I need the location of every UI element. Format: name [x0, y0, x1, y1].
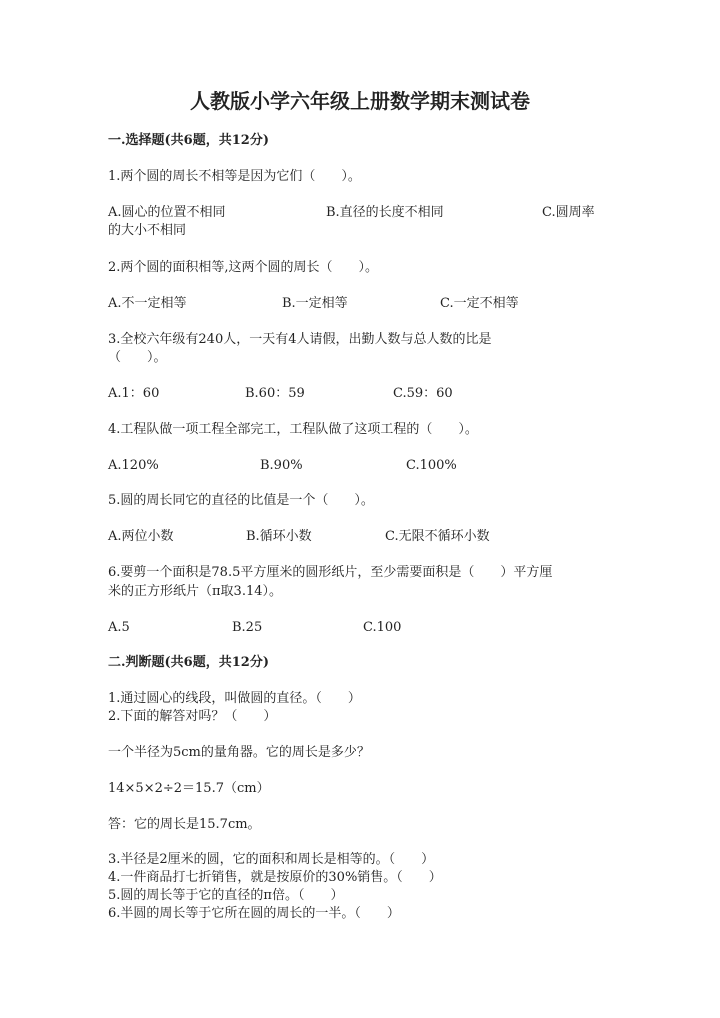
option-b: B.60：59 [245, 386, 305, 401]
question-judgment-6: 6.半圆的周长等于它所在圆的周长的一半。（ ） [108, 906, 400, 921]
option-b: B.直径的长度不相同 [326, 205, 444, 220]
option-c: C.一定不相等 [440, 296, 519, 311]
option-a: A.1：60 [108, 386, 160, 401]
question-stem-continued: （ ）。 [108, 350, 167, 365]
option-c: C.圆周率 [542, 205, 595, 220]
section-heading-judgment: 二.判断题(共6题，共12分) [108, 655, 269, 670]
option-a: A.120% [108, 458, 159, 473]
question-stem: 4.工程队做一项工程全部完工，工程队做了这项工程的（ ）。 [108, 422, 478, 437]
question-stem: 1.两个圆的周长不相等是因为它们（ ）。 [108, 169, 361, 184]
option-c: C.59：60 [393, 386, 453, 401]
option-b: B.循环小数 [246, 529, 312, 544]
option-a: A.5 [108, 620, 130, 635]
question-judgment-2-answer: 答：它的周长是15.7cm。 [108, 817, 261, 832]
section-heading-choice: 一.选择题(共6题，共12分) [108, 133, 269, 148]
option-a: A.不一定相等 [108, 296, 187, 311]
question-judgment-5: 5.圆的周长等于它的直径的π倍。（ ） [108, 888, 344, 903]
question-judgment-1: 1.通过圆心的线段，叫做圆的直径。（ ） [108, 691, 361, 706]
question-judgment-2-work: 14×5×2÷2＝15.7（cm） [108, 781, 270, 796]
option-b: B.90% [260, 458, 303, 473]
option-c: C.100 [363, 620, 402, 635]
question-stem: 2.两个圆的面积相等,这两个圆的周长（ ）。 [108, 260, 379, 275]
question-stem-continued: 米的正方形纸片（π取3.14）。 [108, 584, 282, 599]
option-a: A.圆心的位置不相同 [108, 205, 226, 220]
question-judgment-2-problem: 一个半径为5cm的量角器。它的周长是多少？ [108, 745, 370, 760]
question-judgment-4: 4.一件商品打七折销售，就是按原价的30%销售。（ ） [108, 870, 442, 885]
option-a: A.两位小数 [108, 529, 174, 544]
question-judgment-2: 2.下面的解答对吗？（ ） [108, 709, 277, 724]
option-c: C.100% [406, 458, 457, 473]
option-c-continued: 的大小不相同 [108, 223, 187, 238]
question-stem: 6.要剪一个面积是78.5平方厘米的圆形纸片，至少需要面积是（ ）平方厘 [108, 565, 553, 580]
question-judgment-3: 3.半径是2厘米的圆，它的面积和周长是相等的。（ ） [108, 852, 435, 867]
page-title: 人教版小学六年级上册数学期末测试卷 [190, 89, 530, 113]
option-b: B.25 [232, 620, 263, 635]
question-stem: 3.全校六年级有240人，一天有4人请假，出勤人数与总人数的比是 [108, 332, 492, 347]
question-stem: 5.圆的周长同它的直径的比值是一个（ ）。 [108, 493, 374, 508]
option-c: C.无限不循环小数 [385, 529, 490, 544]
option-b: B.一定相等 [282, 296, 348, 311]
